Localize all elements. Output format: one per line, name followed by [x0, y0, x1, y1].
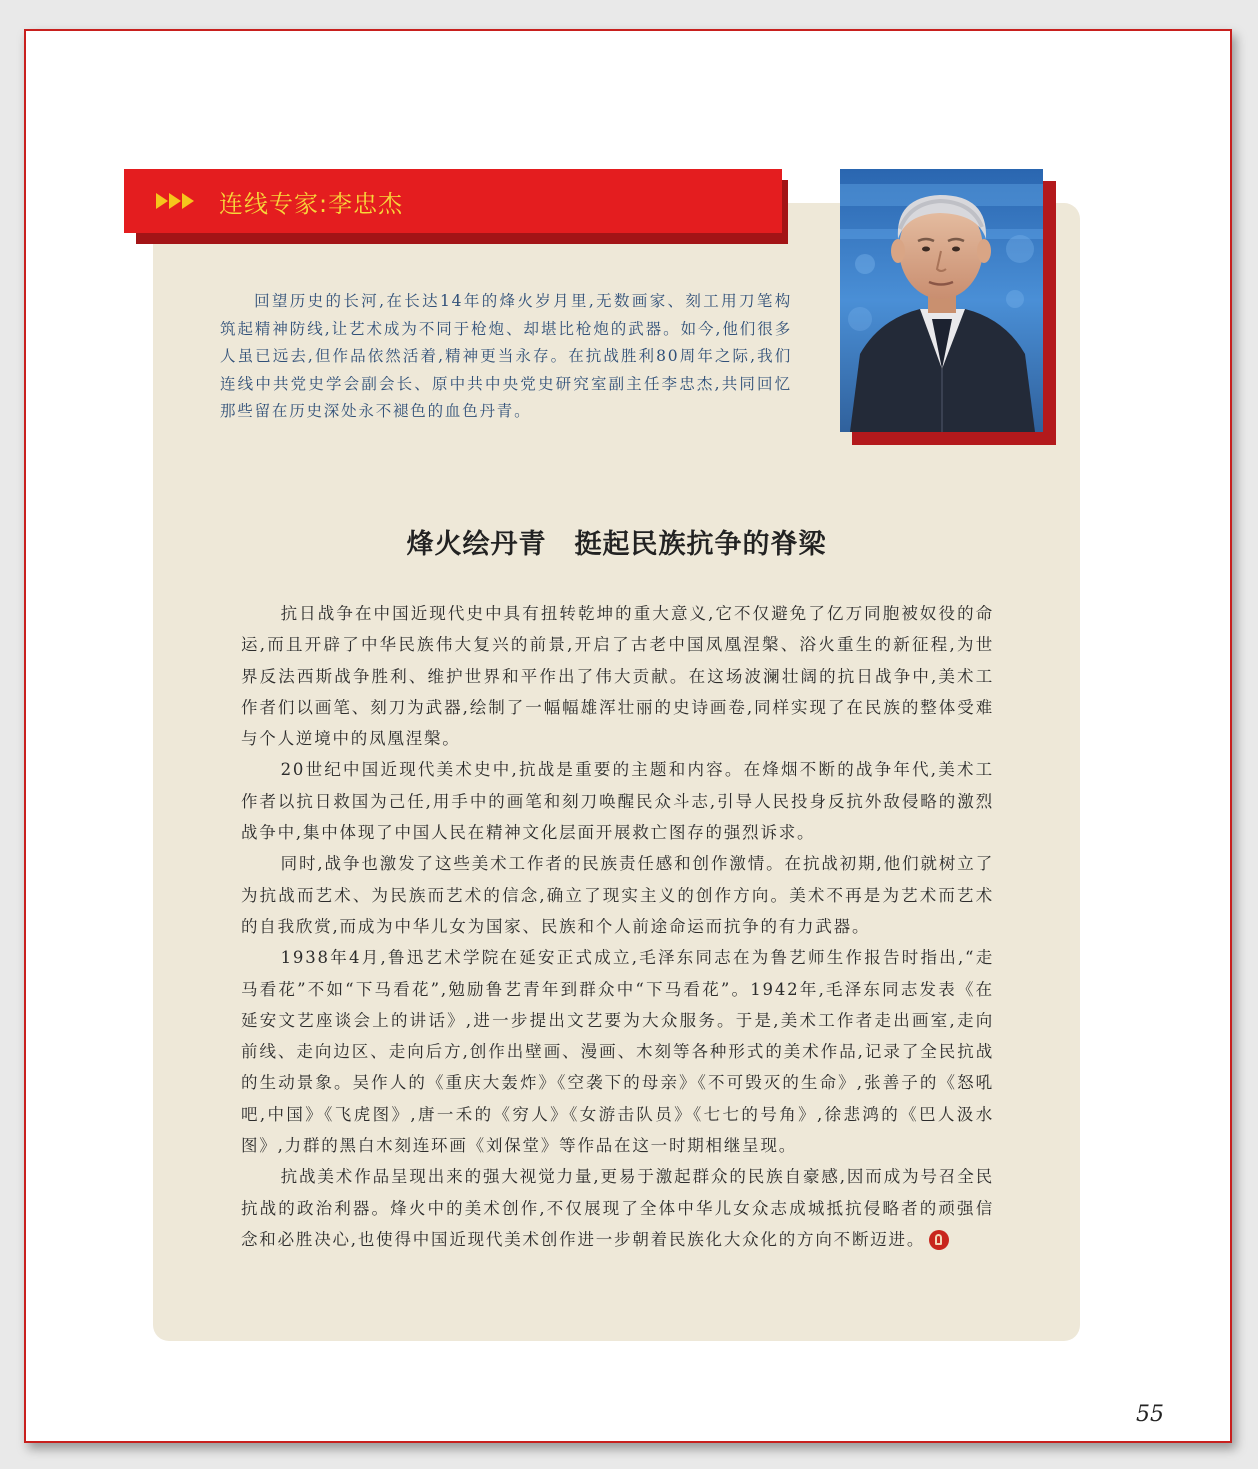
intro-paragraph [220, 288, 792, 426]
article-paragraph-1: 抗日战争在中国近现代史中具有扭转乾坤的重大意义,它不仅避免了亿万同胞被奴役的命运,而且开辟了中华民族伟大复兴的前景,开启了古老中国凤凰涅槃、浴火重生的新征程,为世界反法西斯战争胜利、维护世界和平作出了伟大贡献。在这场波澜壮阔的抗日战争中,美术工作者们以画笔、刻刀为武器,绘制了一幅幅雄浑壮丽的史诗画卷,同样实现了在民族的整体受难与个人逆境中的凤凰涅槃。 [241, 604, 994, 749]
article-paragraph-3: 同时,战争也激发了这些美术工作者的民族责任感和创作激情。在抗战初期,他们就树立了为抗战而艺术、为民族而艺术的信念,确立了现实主义的创作方向。美术不再是为艺术而艺术的自我欣赏,而成为中华儿女为国家、民族和个人前途命运而抗争的有力武器。 [241, 854, 994, 936]
article-paragraph-4: 1938年4月,鲁迅艺术学院在延安正式成立,毛泽东同志在为鲁艺师生作报告时指出,“走马看花”不如“下马看花”,勉励鲁艺青年到群众中“下马看花”。1942年,毛泽东同志发表《在延安文艺座谈会上的讲话》,进一步提出文艺要为大众服务。于是,美术工作者走出画室,走向前线、走向边区、走向后方,创作出壁画、漫画、木刻等各种形式的美术作品,记录了全民抗战的生动景象。吴作人的《重庆大轰炸》《空袭下的母亲》《不可毁灭的生命》,张善子的《怒吼吧,中国》《飞虎图》,唐一禾的《穷人》《女游击队员》《七七的号角》,徐悲鸿的《巴人汲水图》,力群的黑白木刻连环画《刘保堂》等作品在这一时期相继呈现。 [241, 948, 994, 1156]
section-banner [124, 169, 782, 233]
intro-text: 回望历史的长河,在长达14年的烽火岁月里,无数画家、刻工用刀笔构筑起精神防线,让艺术成为不同于枪炮、却堪比枪炮的武器。如今,他们很多人虽已远去,但作品依然活着,精神更当永存。在抗战胜利80周年之际,我们连线中共党史学会副会长、原中共中央党史研究室副主任李忠杰,共同回忆那些留在历史深处永不褪色的血色丹青。 [220, 292, 792, 420]
article-paragraph-2: 20世纪中国近现代美术史中,抗战是重要的主题和内容。在烽烟不断的战争年代,美术工作者以抗日救国为己任,用手中的画笔和刻刀唤醒民众斗志,引导人民投身反抗外敌侵略的激烈战争中,集中体现了中国人民在精神文化层面开展救亡图存的强烈诉求。 [241, 760, 994, 843]
expert-portrait [840, 169, 1043, 432]
article-paragraph-5-text: 抗战美术作品呈现出来的强大视觉力量,更易于激起群众的民族自豪感,因而成为号召全民抗战的政治利器。烽火中的美术创作,不仅展现了全体中华儿女众志成城抵抗侵略者的顽强信念和必胜决心,也使得中国近现代美术创作进一步朝着民族化大众化的方向不断迈进。 [241, 1167, 994, 1249]
article-body [241, 598, 994, 1255]
page-number: 55 [1136, 1402, 1164, 1427]
banner-title: 连线专家:李忠杰 [219, 189, 404, 218]
triple-arrow-icon [156, 193, 195, 209]
article-paragraph-5 [241, 1161, 994, 1255]
article-heading: 烽火绘丹青 挺起民族抗争的脊梁 [406, 529, 827, 560]
end-mark-icon [929, 1230, 949, 1250]
